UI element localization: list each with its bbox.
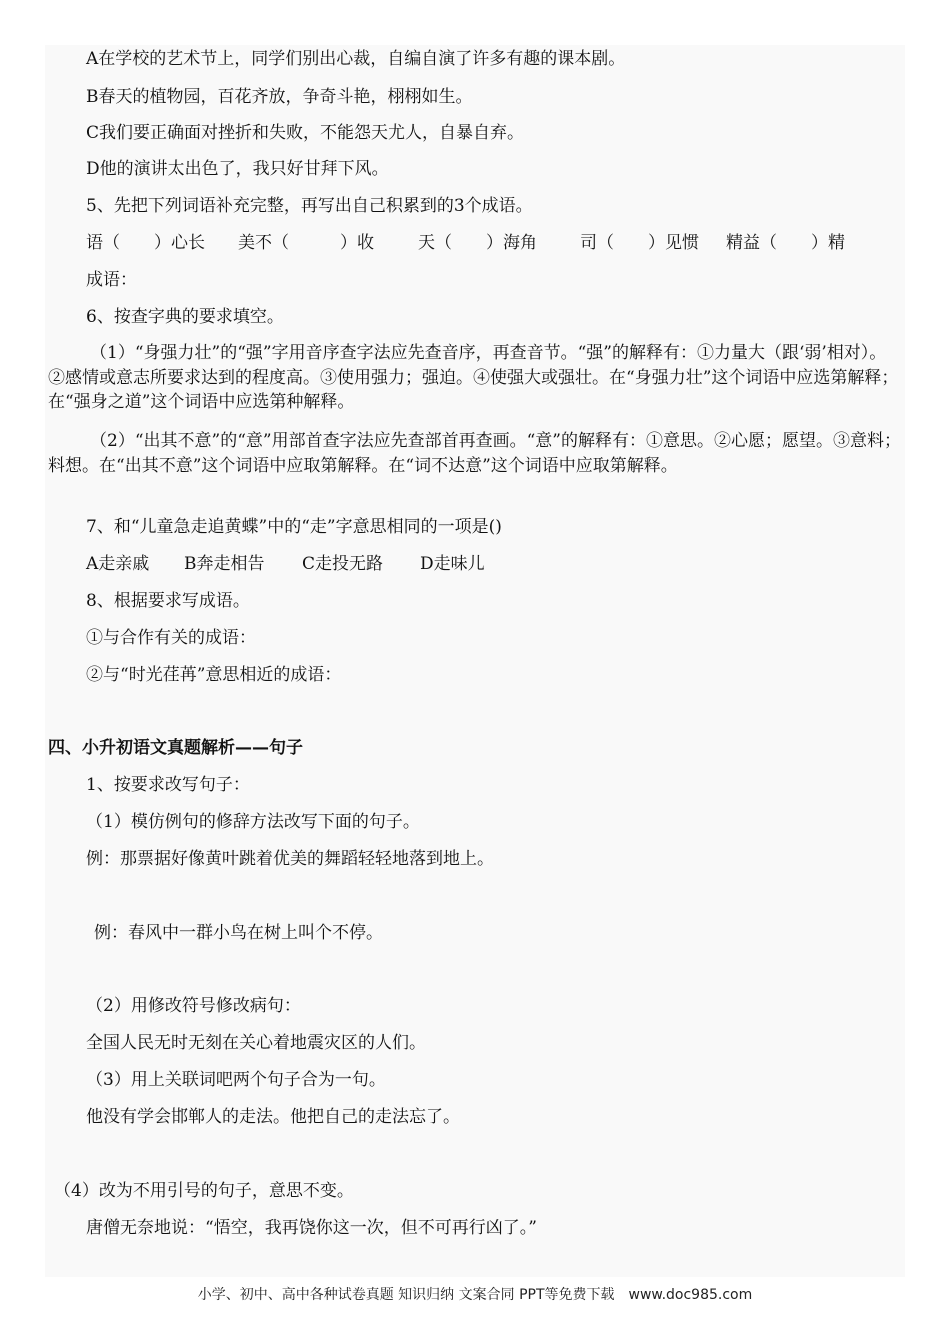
q5-item-5: 精益（ ）精 — [726, 233, 845, 253]
q6-prompt: 6、按查字典的要求填空。 — [86, 307, 284, 327]
q7-option-a: A走亲戚 — [86, 554, 150, 574]
q8-prompt: 8、根据要求写成语。 — [86, 591, 250, 611]
q4-option-c: C我们要正确面对挫折和失败，不能怨天尤人，自暴自弃。 — [86, 123, 525, 143]
q5-item-4: 司（ ）见惯 — [580, 233, 699, 253]
q5-item-2: 美不（ ）收 — [238, 233, 374, 253]
footer-advertisement: 小学、初中、高中各种试卷真题 知识归纳 文案合同 PPT等免费下载 www.doc985.com — [197, 1287, 753, 1303]
s4-sentence3: 他没有学会邯郸人的走法。他把自己的走法忘了。 — [86, 1107, 460, 1127]
q6-part1: （1）“身强力壮”的“强”字用音序查字法应先查音序，再查音节。“强”的解释有：①力量大（跟‘弱’相对）。②感情或意志所要求达到的程度高。③使用强力；强迫。④使强大或强壮。在“身强力壮”这个词语中应选第解释；在“强身之道”这个词语中应选第种解释。 — [48, 343, 899, 412]
q5-prompt: 5、先把下列词语补充完整，再写出自己积累到的3个成语。 — [86, 196, 533, 216]
q7-option-d: D走味儿 — [420, 554, 485, 574]
q5-idiom-label: 成语： — [86, 270, 137, 290]
q7-option-b: B奔走相告 — [184, 554, 265, 574]
q4-option-a: A在学校的艺术节上，同学们别出心裁，自编自演了许多有趣的课本剧。 — [86, 49, 626, 69]
q5-word-blanks — [86, 232, 845, 254]
s4-example1: 例：那票据好像黄叶跳着优美的舞蹈轻轻地落到地上。 — [86, 849, 494, 869]
q8-item-1: ①与合作有关的成语： — [86, 628, 256, 648]
q8-item-2: ②与“时光荏苒”意思相近的成语： — [86, 665, 342, 685]
s4-sub1: （1）模仿例句的修辞方法改写下面的句子。 — [86, 812, 420, 832]
s4-sub3: （3）用上关联词吧两个句子合为一句。 — [86, 1070, 386, 1090]
s4-q1-prompt: 1、按要求改写句子： — [86, 775, 250, 795]
s4-example2: 例：春风中一群小鸟在树上叫个不停。 — [94, 923, 383, 943]
q6-part2: （2）“出其不意”的“意”用部首查字法应先查部首再查画。“意”的解释有：①意思。②心愿；愿望。③意料；料想。在“出其不意”这个词语中应取第解释。在“词不达意”这个词语中应取第解释。 — [48, 431, 901, 476]
q4-option-b: B春天的植物园，百花齐放，争奇斗艳，栩栩如生。 — [86, 87, 473, 107]
document-page — [45, 45, 905, 1277]
q7-prompt: 7、和“儿童急走追黄蝶”中的“走”字意思相同的一项是() — [86, 517, 502, 537]
q4-option-d: D他的演讲太出色了，我只好甘拜下风。 — [86, 159, 389, 179]
s4-sentence2: 全国人民无时无刻在关心着地震灾区的人们。 — [86, 1033, 426, 1053]
s4-sentence4: 唐僧无奈地说：“悟空，我再饶你这一次，但不可再行凶了。” — [86, 1218, 537, 1238]
section-heading: 四、小升初语文真题解析——句子 — [48, 738, 303, 758]
q5-item-1: 语（ ）心长 — [86, 233, 205, 253]
s4-sub4: （4）改为不用引号的句子，意思不变。 — [54, 1181, 354, 1201]
s4-sub2: （2）用修改符号修改病句： — [86, 996, 301, 1016]
q7-option-c: C走投无路 — [302, 554, 384, 574]
q7-options — [86, 553, 485, 575]
q5-item-3: 天（ ）海角 — [418, 233, 537, 253]
